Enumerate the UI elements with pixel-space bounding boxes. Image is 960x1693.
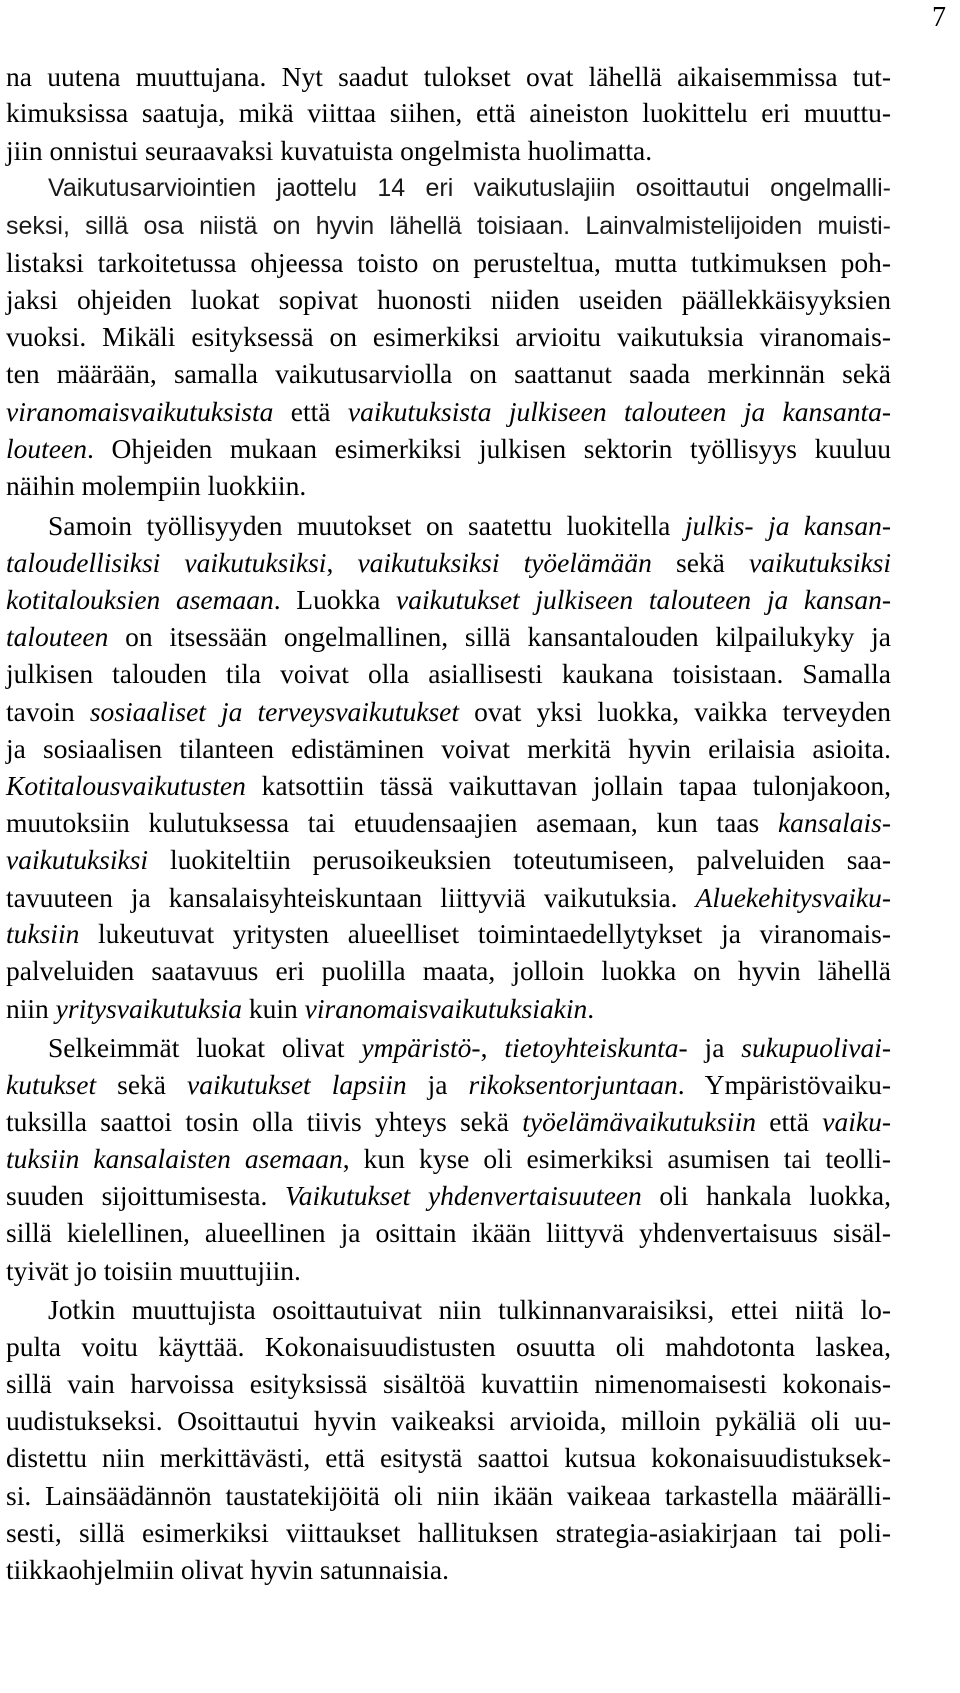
text-run: että xyxy=(755,1106,823,1137)
text-line xyxy=(6,696,891,728)
text-run: näihin molempiin luokkiin. xyxy=(6,470,307,501)
italic-term: Aluekehitysvaiku- xyxy=(695,882,891,913)
text-run: . Ympäristövaiku- xyxy=(677,1069,891,1100)
text-run: sillä kielellinen, alueellinen ja osittain ikään liittyvä yhdenvertaisuus sisäl- xyxy=(6,1217,891,1248)
text-run: , xyxy=(326,547,358,578)
text-run: sillä vain harvoissa esityksissä sisältöä kuvattiin nimenomaisesti kokonais- xyxy=(6,1368,891,1399)
text-line xyxy=(48,1294,891,1326)
italic-term: työelämävaikutuksiin xyxy=(522,1106,756,1137)
text-run: sekä xyxy=(651,547,749,578)
text-run: . Ohjeiden mukaan esimerkiksi julkisen sektorin työllisyys kuuluu xyxy=(86,433,891,464)
text-line xyxy=(48,172,891,204)
text-run: Samoin työllisyyden muutokset on saatettu luokitella xyxy=(48,510,685,541)
text-line xyxy=(48,1032,891,1064)
text-line xyxy=(6,584,891,616)
text-run: ja sosiaalisen tilanteen edistäminen voivat merkitä hyvin erilaisia asioita. xyxy=(6,733,891,764)
text-line xyxy=(6,733,891,765)
text-run: si. Lainsäädännön taustatekijöitä oli niin ikään vaikeaa tarkastella määrälli- xyxy=(6,1480,891,1511)
italic-term: julkis- ja kansan- xyxy=(684,510,891,541)
text-line xyxy=(6,1480,891,1512)
text-line xyxy=(6,358,891,390)
text-line xyxy=(6,1106,891,1138)
text-run: . Luokka xyxy=(273,584,396,615)
italic-term: vaikutuksiksi työelämään xyxy=(357,547,652,578)
text-line xyxy=(6,1517,891,1549)
text-run: on itsessään ongelmallinen, sillä kansantalouden kilpailukyky ja xyxy=(108,621,891,652)
italic-term: talouteen xyxy=(6,621,109,652)
italic-term: vaikutukset julkiseen talouteen ja kansan- xyxy=(396,584,891,615)
text-run: ovat yksi luokka, vaikka terveyden xyxy=(459,696,891,727)
text-line xyxy=(6,210,891,242)
text-run: kuin xyxy=(242,993,305,1024)
text-run: kimuksissa saatuja, mikä viittaa siihen, että aineiston luokittelu eri muuttu- xyxy=(6,97,891,128)
text-line xyxy=(6,1217,891,1249)
text-run: oli hankala luokka, xyxy=(641,1180,891,1211)
text-line xyxy=(6,955,891,987)
italic-term: vaikutuksiksi xyxy=(748,547,892,578)
text-line xyxy=(6,1405,891,1437)
italic-term: ympäristö- xyxy=(361,1032,481,1063)
text-line xyxy=(6,396,891,428)
text-run: tyivät jo toisiin muuttujiin. xyxy=(6,1255,301,1286)
text-run: seksi, sillä osa niistä on hyvin lähellä toisiaan. Lainvalmistelijoiden muisti- xyxy=(6,212,891,240)
italic-term: tietoyhteiskunta- xyxy=(504,1032,688,1063)
text-run: suuden sijoittumisesta. xyxy=(6,1180,286,1211)
text-line xyxy=(6,807,891,839)
italic-term: vaikutuksiksi xyxy=(6,844,149,875)
text-run: , xyxy=(480,1032,505,1063)
text-run: sesti, sillä esimerkiksi viittaukset hallituksen strategia-asiakirjaan tai poli- xyxy=(6,1517,891,1548)
text-run: lukeutuvat yritysten alueelliset toimintaedellytykset ja viranomais- xyxy=(79,918,891,949)
italic-term: sosiaaliset ja terveysvaikutukset xyxy=(89,696,460,727)
text-run: niin xyxy=(6,993,56,1024)
text-line xyxy=(6,97,891,129)
text-run: vuoksi. Mikäli esityksessä on esimerkiksi arvioitu vaikutuksia viranomais- xyxy=(6,321,891,352)
text-run: Selkeimmät luokat olivat xyxy=(48,1032,362,1063)
text-line xyxy=(6,1442,891,1474)
text-run: sekä xyxy=(96,1069,187,1100)
italic-term: Kotitalousvaikutusten xyxy=(6,770,246,801)
text-run: ja xyxy=(687,1032,742,1063)
text-line xyxy=(6,547,891,579)
italic-term: kotitalouksien asemaan xyxy=(6,584,274,615)
text-line xyxy=(6,61,891,93)
italic-term: vaiku- xyxy=(822,1106,891,1137)
text-line xyxy=(6,433,891,465)
text-line xyxy=(6,882,891,914)
italic-term: kansalais- xyxy=(777,807,891,838)
italic-term: vaikutuksista julkiseen talouteen ja kansanta- xyxy=(347,396,891,427)
text-run: na uutena muuttujana. Nyt saadut tulokset ovat lähellä aikaisemmissa tut- xyxy=(6,61,891,92)
text-line xyxy=(6,918,891,950)
text-run: Vaikutusarviointien jaottelu 14 eri vaikutuslajiin osoittautui ongelmalli- xyxy=(48,174,891,202)
text-line xyxy=(6,1331,891,1363)
text-run: ten määrään, samalla vaikutusarviolla on saattanut saada merkinnän sekä xyxy=(6,358,891,389)
text-run: jiin onnistui seuraavaksi kuvatuista ongelmista huolimatta. xyxy=(6,135,653,166)
italic-term: kutukset xyxy=(6,1069,97,1100)
text-line xyxy=(6,321,891,353)
text-line xyxy=(6,1069,891,1101)
text-line xyxy=(6,247,891,279)
text-line xyxy=(6,658,891,690)
text-run: Jotkin muuttujista osoittautuivat niin tulkinnanvaraisiksi, ettei niitä lo- xyxy=(48,1294,891,1325)
italic-term: vaikutukset lapsiin xyxy=(187,1069,407,1100)
text-line xyxy=(6,284,891,316)
text-run: julkisen talouden tila voivat olla asiallisesti kaukana toisistaan. Samalla xyxy=(6,658,891,689)
text-run: tuksilla saattoi tosin olla tiivis yhteys sekä xyxy=(6,1106,523,1137)
text-run: , kun kyse oli esimerkiksi asumisen tai teolli- xyxy=(342,1143,892,1174)
text-line xyxy=(6,621,891,653)
text-line xyxy=(48,510,891,542)
italic-term: rikoksentorjuntaan xyxy=(468,1069,678,1100)
text-line xyxy=(6,1554,891,1586)
text-line xyxy=(6,470,891,502)
italic-term: tuksiin kansalaisten asemaan xyxy=(6,1143,343,1174)
text-run: tavuuteen ja kansalaisyhteiskuntaan liittyviä vaikutuksia. xyxy=(6,882,696,913)
italic-term: louteen xyxy=(6,433,87,464)
text-line xyxy=(6,844,891,876)
text-line xyxy=(6,1143,891,1175)
text-run: tiikkaohjelmiin olivat hyvin satunnaisia. xyxy=(6,1554,449,1585)
text-line xyxy=(6,1255,891,1287)
italic-term: viranomaisvaikutuksiakin xyxy=(304,993,588,1024)
text-run: jaksi ohjeiden luokat sopivat huonosti niiden useiden päällekkäisyyksien xyxy=(6,284,891,315)
page-number: 7 xyxy=(932,2,946,33)
text-line xyxy=(6,1368,891,1400)
italic-term: viranomaisvaikutuksista xyxy=(6,396,274,427)
text-line xyxy=(6,770,891,802)
text-run: . xyxy=(587,993,595,1024)
text-line xyxy=(6,135,891,167)
text-run: uudistukseksi. Osoittautui hyvin vaikeaksi arvioida, milloin pykäliä oli uu- xyxy=(6,1405,891,1436)
italic-term: sukupuolivai- xyxy=(741,1032,891,1063)
text-run: ja xyxy=(406,1069,469,1100)
text-line xyxy=(6,1180,891,1212)
text-run: listaksi tarkoitetussa ohjeessa toisto on perusteltua, mutta tutkimuksen poh- xyxy=(6,247,891,278)
text-run: muutoksiin kulutuksessa tai etuudensaajien asemaan, kun taas xyxy=(6,807,778,838)
text-run: tavoin xyxy=(6,696,90,727)
text-run: katsottiin tässä vaikuttavan jollain tapaa tulonjakoon, xyxy=(245,770,891,801)
text-run: palveluiden saatavuus eri puolilla maata, jolloin luokka on hyvin lähellä xyxy=(6,955,891,986)
italic-term: tuksiin xyxy=(6,918,80,949)
italic-term: taloudellisiksi vaikutuksiksi xyxy=(6,547,327,578)
text-run: että xyxy=(273,396,348,427)
text-run: luokiteltiin perusoikeuksien toteutumiseen, palveluiden saa- xyxy=(148,844,891,875)
italic-term: Vaikutukset yhdenvertaisuuteen xyxy=(285,1180,642,1211)
text-run: pulta voitu käyttää. Kokonaisuudistusten osuutta oli mahdotonta laskea, xyxy=(6,1331,891,1362)
text-line xyxy=(6,993,891,1025)
text-run: distettu niin merkittävästi, että esitystä saattoi kutsua kokonaisuudistuksek- xyxy=(6,1442,891,1473)
italic-term: yritysvaikutuksia xyxy=(55,993,242,1024)
